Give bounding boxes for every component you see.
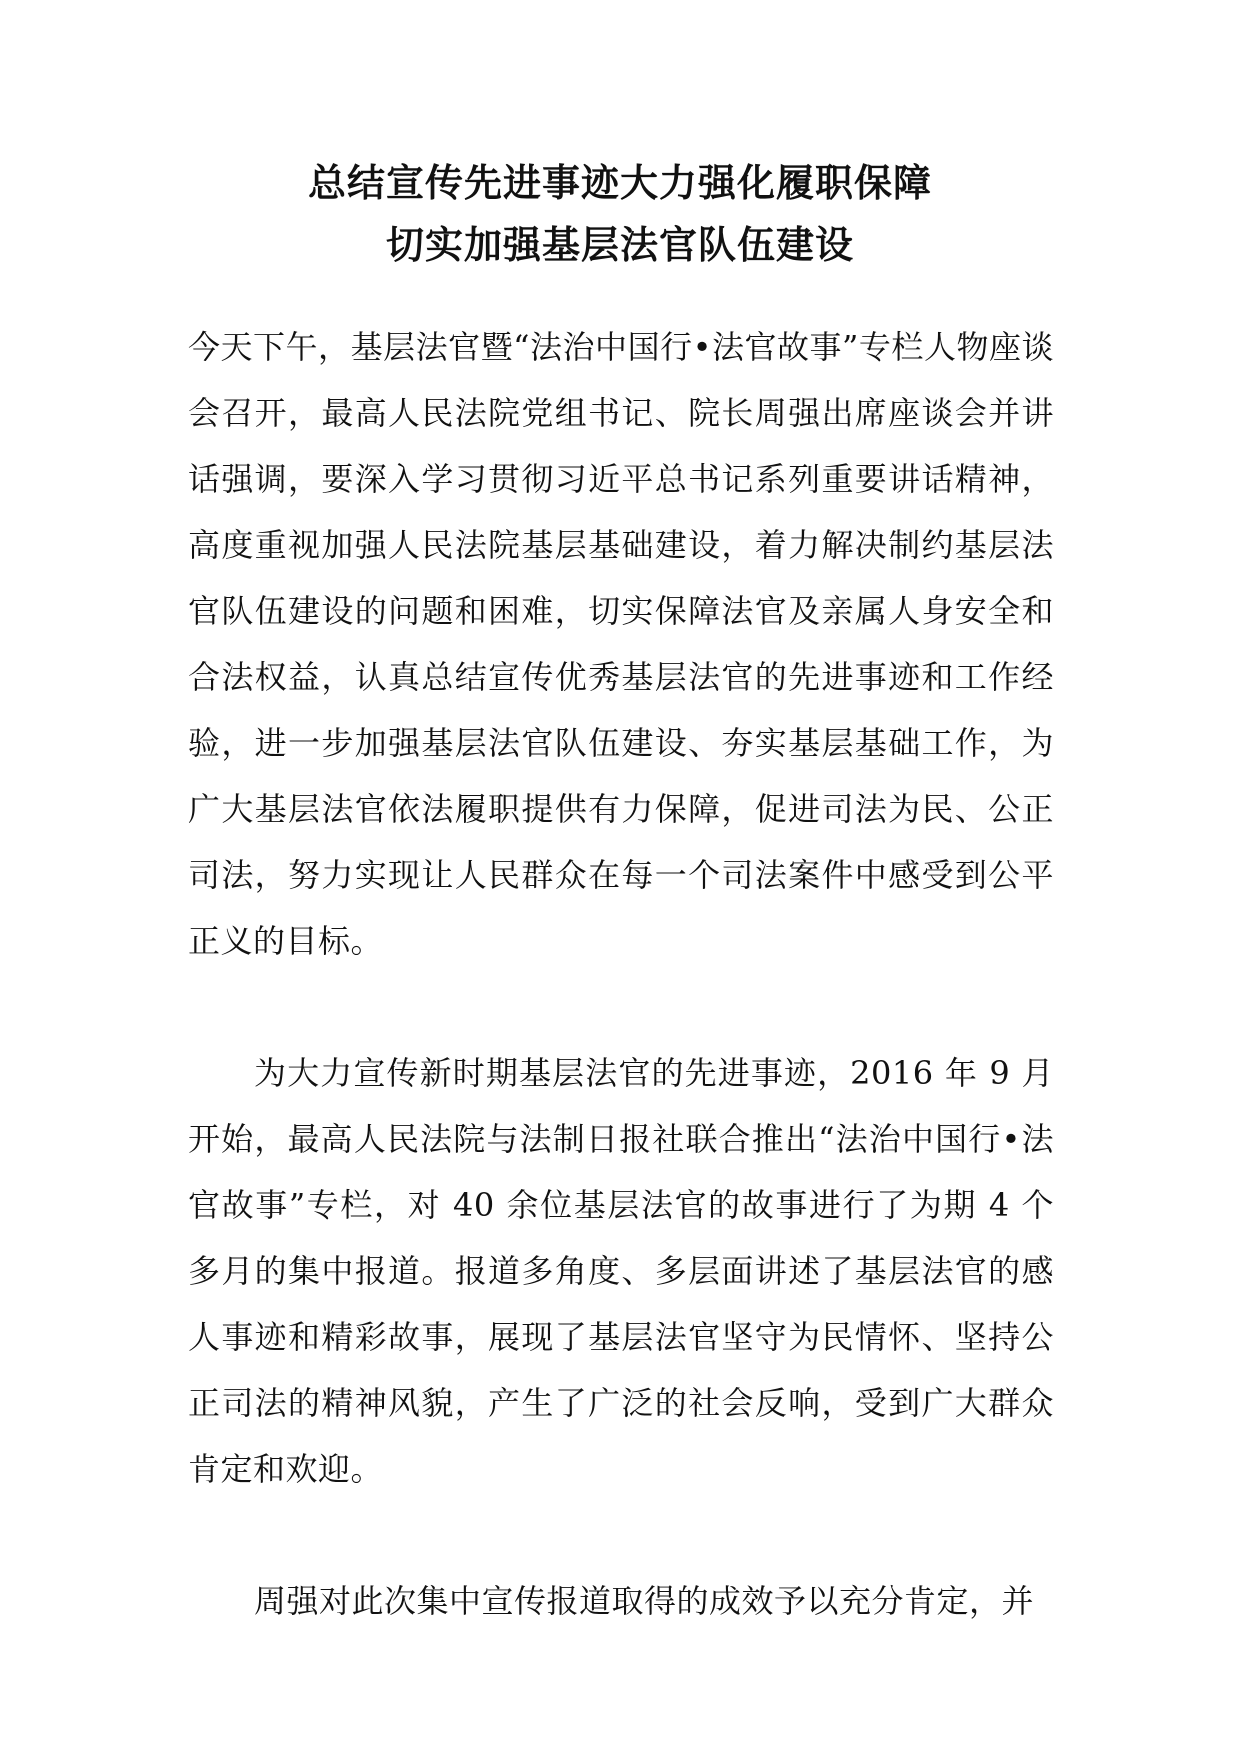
paragraph-2: 为大力宣传新时期基层法官的先进事迹，2016 年 9 月开始，最高人民法院与法制日报社联合推出“法治中国行•法官故事”专栏，对 40 余位基层法官的故事进行了为期 4 个多月的集中报道。报道多角度、多层面讲述了基层法官的感人事迹和精彩故事，展现了基层法官坚守为民情怀、坚持公正司法的精神风貌，产生了广泛的社会反响，受到广大群众肯定和欢迎。 — [188, 1054, 1054, 1488]
document-title — [0, 152, 1240, 276]
document-body — [188, 314, 1054, 1634]
title-line-1: 总结宣传先进事迹大力强化履职保障 — [307, 160, 932, 205]
title-line-2: 切实加强基层法官队伍建设 — [385, 222, 854, 267]
paragraph-spacer — [188, 974, 1054, 1040]
paragraph-3: 周强对此次集中宣传报道取得的成效予以充分肯定，并 — [254, 1582, 1035, 1620]
paragraph-spacer — [188, 1502, 1054, 1568]
paragraph-1: 今天下午，基层法官暨“法治中国行•法官故事”专栏人物座谈会召开，最高人民法院党组书记、院长周强出席座谈会并讲话强调，要深入学习贯彻习近平总书记系列重要讲话精神，高度重视加强人民法院基层基础建设，着力解决制约基层法官队伍建设的问题和困难，切实保障法官及亲属人身安全和合法权益，认真总结宣传优秀基层法官的先进事迹和工作经验，进一步加强基层法官队伍建设、夯实基层基础工作，为广大基层法官依法履职提供有力保障，促进司法为民、公正司法，努力实现让人民群众在每一个司法案件中感受到公平正义的目标。 — [188, 328, 1054, 960]
